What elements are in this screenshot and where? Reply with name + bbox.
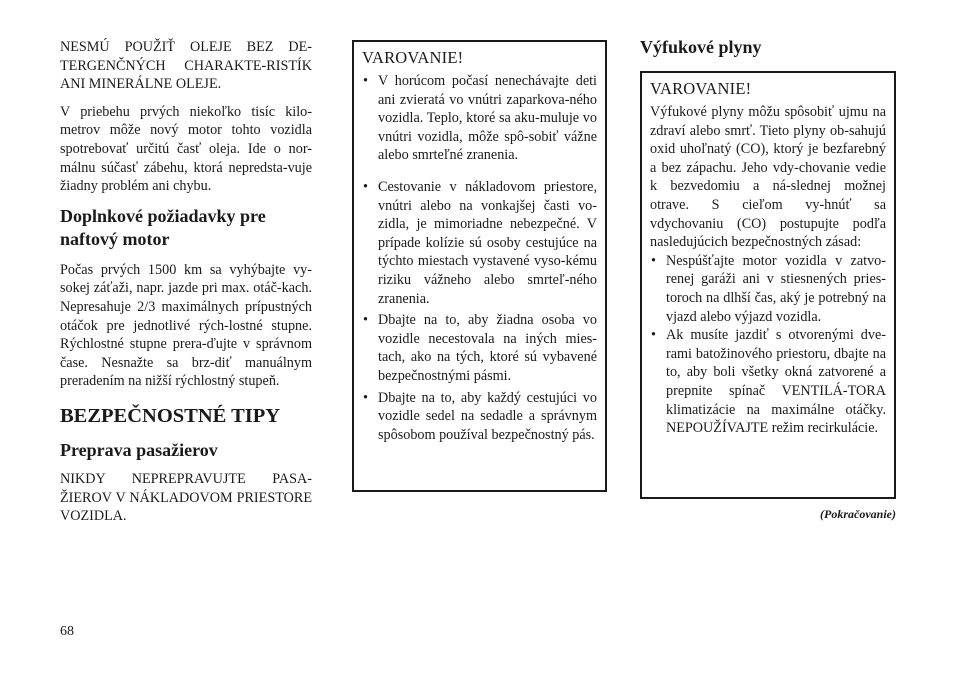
left-column — [60, 38, 312, 526]
exhaust-warning-box — [640, 71, 896, 499]
safety-tips-heading: BEZPEČNOSTNÉ TIPY — [60, 404, 281, 427]
exhaust-warning-list — [650, 252, 886, 438]
passenger-transport-text: NIKDY NEPREPRAVUJTE PASA-ŽIEROV V NÁKLADOVOM PRIESTORE VOZIDLA. — [60, 470, 312, 525]
passenger-transport-heading: Preprava pasažierov — [60, 439, 218, 460]
middle-column — [352, 40, 607, 492]
continued-label: (Pokračovanie) — [820, 507, 896, 521]
right-column — [640, 36, 896, 522]
list-item: • Dbajte na to, aby každý cestujúci vo vozidle sedel na sedadle a správnym spôsobom používal bezpečnostný pás. — [362, 389, 597, 445]
warning-title: VAROVANIE! — [650, 79, 752, 98]
list-item: • Dbajte na to, aby žiadna osoba vo vozidle necestovala na iných mies-tach, ako na tých, ktoré sú vybavené bezpečnostnými pásmi. — [362, 311, 597, 385]
break-in-text: V priebehu prvých niekoľko tisíc kilo-metrov môže nový motor tohto vozidla spotrebovať určitú časť oleja. Ide o nor-málnu súčasť zábehu, ktorá nepredsta-vuje žiadny problém ani chybu. — [60, 103, 312, 195]
warning-title: VAROVANIE! — [362, 48, 464, 67]
passenger-warning-box — [352, 40, 607, 492]
exhaust-intro-text: Výfukové plyny môžu spôsobiť ujmu na zdraví alebo smrť. Tieto plyny ob-sahujú oxid uhoľnatý (CO), ktorý je bezfarebný a bez zápachu. Jeho vdy-chovanie vedie k bezvedomiu a ná-slednej možnej otrave. S cieľom vy-hnúť sa vdychovaniu (CO) postupujte podľa nasledujúcich bezpečnostných zásad: — [650, 104, 886, 251]
diesel-heading: Doplnkové požiadavky pre naftový motor — [60, 205, 266, 249]
exhaust-heading: Výfukové plyny — [640, 37, 762, 57]
list-item: • Ak musíte jazdiť s otvorenými dve-rami batožinového priestoru, dbajte na to, aby boli všetky okná zatvorené a prepnite spínač VENTILÁ-TORA klimatizácie na maximálne otáčky. NEPOUŽÍVAJTE režim recirkulácie. — [650, 326, 886, 438]
passenger-warning-list — [362, 72, 597, 444]
page-number: 68 — [60, 624, 74, 639]
list-item: • Nespúšťajte motor vozidla v zatvo-renej garáži ani v stiesnených pries-toroch na dlhší čas, aký je potrebný na vjazd alebo výjazd vozidla. — [650, 252, 886, 326]
oil-warning-text: NESMÚ POUŽIŤ OLEJE BEZ DE-TERGENČNÝCH CHARAKTE-RISTÍK ANI MINERÁLNE OLEJE. — [60, 39, 312, 93]
diesel-text: Počas prvých 1500 km sa vyhýbajte vy-sokej záťaži, napr. jazde pri max. otáč-kach. Nepresahuje 2/3 maximálnych prípustných otáčok pre jednotlivé rých-lostné stupne. Rýchlostné stupne prera-ďujte v správnom čase. Nesnažte sa brz-diť manuálnym preradením na nižší rýchlostný stupeň. — [60, 261, 312, 390]
list-item: • Cestovanie v nákladovom priestore, vnútri alebo na vonkajšej časti vo-zidla, je mimoriadne nebezpečné. V prípade kolízie sú osoby cestujúce na týchto miestach vystavené vyso-kému riziku vážneho alebo smrteľ-ného zranenia. — [362, 178, 597, 308]
list-item: • V horúcom počasí nenechávajte deti ani zvieratá vo vnútri zaparkova-ného vozidla. Teplo, ktoré sa aku-muluje vo vnútri vozidla, môže spô-sobiť vážne alebo smrteľné zranenia. — [362, 72, 597, 165]
